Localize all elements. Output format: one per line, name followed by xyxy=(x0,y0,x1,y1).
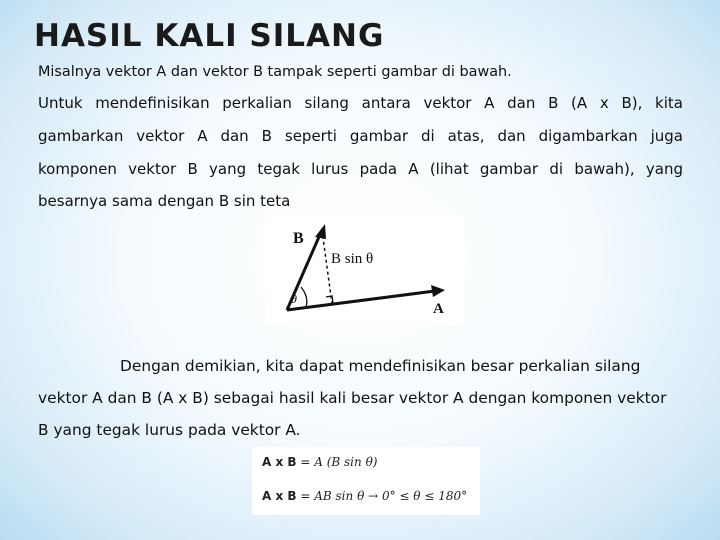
paragraph-2-line-2: vektor A dan B (A x B) sebagai hasil kali besar vektor A dengan komponen vektor xyxy=(38,389,667,407)
paragraph-2-line-1: Dengan demikian, kita dapat mendefinisikan besar perkalian silang xyxy=(120,357,641,375)
vector-a-line xyxy=(287,291,435,310)
label-b: B xyxy=(293,230,304,247)
label-b-sin-theta: B sin θ xyxy=(331,251,374,267)
paragraph-1-line-3: komponen vektor B yang tegak lurus pada A (lihat gambar di bawah), yang xyxy=(38,160,683,178)
equation-2-rhs: = AB sin θ → 0° ≤ θ ≤ 180° xyxy=(300,489,468,503)
label-a: A xyxy=(433,301,444,317)
paragraph-1-line-2: gambarkan vektor A dan B seperti gambar di atas, dan digambarkan juga xyxy=(38,127,683,145)
perpendicular-dashed-line xyxy=(322,230,332,304)
equation-2 xyxy=(262,489,467,503)
equation-2-lhs: A x B xyxy=(262,489,297,503)
equation-1-lhs: A x B xyxy=(262,455,297,469)
paragraph-1-line-4: besarnya sama dengan B sin teta xyxy=(38,192,291,210)
equation-1 xyxy=(262,455,377,469)
label-theta: θ xyxy=(291,292,297,306)
vector-diagram xyxy=(265,215,465,325)
paragraph-1-line-1: Untuk mendefinisikan perkalian silang antara vektor A dan B (A x B), kita xyxy=(38,94,683,112)
theta-arc xyxy=(301,287,307,307)
vector-b-arrowhead xyxy=(315,224,326,239)
vector-a-arrowhead xyxy=(431,285,445,297)
equation-1-rhs: = A (B sin θ) xyxy=(300,455,378,469)
equation-box xyxy=(252,447,480,515)
page-title: HASIL KALI SILANG xyxy=(34,18,385,54)
vector-diagram-svg xyxy=(265,215,465,325)
paragraph-2-line-3: B yang tegak lurus pada vektor A. xyxy=(38,421,301,439)
intro-text: Misalnya vektor A dan vektor B tampak seperti gambar di bawah. xyxy=(38,64,512,80)
